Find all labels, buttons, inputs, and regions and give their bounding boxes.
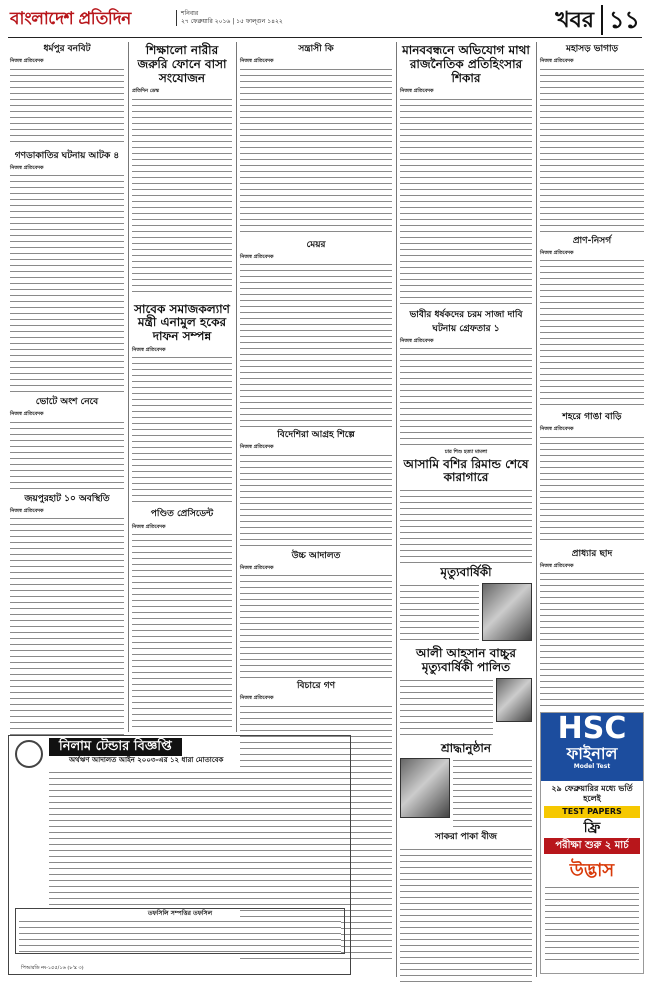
notice-subtitle: অর্থঋণ আদালত আইন ২০০৩-এর ১২ ধারা মোতাবেক bbox=[69, 756, 224, 764]
byline-a7: নিজস্ব প্রতিবেদক bbox=[132, 523, 166, 530]
tender-notice bbox=[8, 735, 351, 975]
headline-a2: গণডাকাতির ঘটনায় আটক ৪ bbox=[14, 150, 120, 161]
final-label: ফাইনাল bbox=[566, 744, 618, 763]
headline-a6: সাবেক সমাজকল্যাণ মন্ত্রী এনামুল হকের দাফন সম্পন্ন bbox=[134, 301, 230, 344]
article-text-a5 bbox=[132, 97, 232, 297]
hsc-offer bbox=[541, 781, 643, 857]
headline-a12: বিচারে গণ bbox=[296, 681, 336, 691]
column-2 bbox=[132, 42, 232, 730]
article-text-a1 bbox=[10, 67, 124, 147]
headline-a21: প্রাণ-নিসর্গ bbox=[572, 235, 612, 246]
branch-list bbox=[545, 885, 639, 965]
notice-title: নিলাম টেন্ডার বিজ্ঞপ্তি bbox=[49, 738, 182, 756]
headline-a5: শিক্ষালো নারীর জরুরি ফোনে বাসা সংযোজন bbox=[137, 43, 227, 85]
headline-a8: সন্ত্রাসী কি bbox=[298, 44, 334, 54]
anniversary-text bbox=[400, 678, 493, 738]
anniversary-block bbox=[400, 678, 532, 738]
hsc-advertisement[interactable] bbox=[540, 712, 644, 974]
date-label: ২৭ ফেব্রুয়ারি ২০১৬ | ১৫ ফাল্গুন ১৪২২ bbox=[181, 17, 283, 25]
article-text-a9 bbox=[240, 262, 392, 427]
column-5 bbox=[540, 42, 644, 707]
obituary-text bbox=[400, 583, 479, 643]
bank-logo-icon bbox=[15, 740, 43, 768]
byline-a8: নিজস্ব প্রতিবেদক bbox=[240, 58, 274, 65]
article-text-a8 bbox=[240, 67, 392, 237]
obituary-block bbox=[400, 583, 532, 643]
article-text-a16 bbox=[400, 488, 532, 563]
byline-a11: নিজস্ব প্রতিবেদক bbox=[240, 564, 274, 571]
day-label: শনিবার bbox=[181, 10, 199, 17]
article-text-a20 bbox=[540, 67, 644, 232]
column-rule bbox=[396, 42, 397, 977]
column-rule bbox=[128, 42, 129, 732]
byline-a22: নিজস্ব প্রতিবেদক bbox=[540, 426, 574, 433]
headline-a7: পণ্ডিত প্রেসিডেন্ট bbox=[150, 509, 214, 520]
kicker-a16: চার শিশু হত্যা মামলা bbox=[444, 449, 488, 456]
headline-a9: মেয়র bbox=[306, 239, 326, 250]
free-label: ফ্রি bbox=[583, 820, 601, 836]
article-text-a2 bbox=[10, 173, 124, 393]
headline-a20: মহাসড় ভাগাড় bbox=[565, 44, 619, 54]
test-papers-label: TEST PAPERS bbox=[544, 806, 640, 818]
hsc-banner bbox=[541, 713, 643, 781]
column-rule bbox=[536, 42, 537, 977]
article-text-a10 bbox=[240, 453, 392, 548]
headline-a3: ভোটে অংশ নেবে bbox=[35, 397, 99, 407]
obituary-photo bbox=[482, 583, 532, 641]
article-text-a24 bbox=[400, 847, 532, 984]
headline-a22: শহরে গাঙা বাড়ি bbox=[562, 412, 622, 422]
headline-a11: উচ্চ আদালত bbox=[291, 550, 341, 561]
article-text-a15 bbox=[400, 346, 532, 446]
headline-a10: বিদেশিরা আগ্রহ শিল্পে bbox=[277, 430, 355, 440]
headline-a23: প্রাধ্যার ছাদ bbox=[571, 548, 613, 559]
byline-a10: নিজস্ব প্রতিবেদক bbox=[240, 444, 274, 451]
headline-a15: ঘটনায় গ্রেফতার ১ bbox=[432, 323, 500, 334]
offer-date: ২৯ ফেব্রুয়ারির মধ্যে ভর্তি হলেই bbox=[551, 784, 633, 803]
column-1 bbox=[10, 42, 124, 730]
byline-a5: প্রতিদিন ডেস্ক bbox=[132, 88, 160, 95]
byline-a9: নিজস্ব প্রতিবেদক bbox=[240, 253, 274, 260]
byline-a2: নিজস্ব প্রতিবেদক bbox=[10, 164, 44, 171]
byline-a20: নিজস্ব প্রতিবেদক bbox=[540, 58, 574, 65]
byline-a4: নিজস্ব প্রতিবেদক bbox=[10, 507, 44, 514]
byline-a21: নিজস্ব প্রতিবেদক bbox=[540, 249, 574, 256]
headline-a17: মৃত্যুবার্ষিকী bbox=[440, 565, 492, 580]
schedule-title: তফসিলি সম্পত্তির তফসিল bbox=[147, 910, 213, 917]
schedule-text bbox=[19, 919, 341, 953]
exam-start-label: পরীক্ষা শুরু ২ মার্চ bbox=[544, 838, 640, 855]
headline-a24: সাকরা পাকা বীজ bbox=[435, 832, 497, 843]
page-number: ১১ bbox=[601, 5, 640, 35]
article-text-a22 bbox=[540, 435, 644, 545]
article-text-a21 bbox=[540, 258, 644, 408]
article-text-a3 bbox=[10, 420, 124, 490]
byline-a3: নিজস্ব প্রতিবেদক bbox=[10, 411, 44, 418]
byline-a12: নিজস্ব প্রতিবেদক bbox=[240, 695, 274, 702]
masthead bbox=[8, 4, 642, 38]
newspaper-logo: বাংলাদেশ প্রতিদিন bbox=[10, 9, 131, 29]
headline-a18: আলী আহসান বাচ্চুর মৃত্যুবার্ষিকী পালিত bbox=[416, 646, 516, 674]
byline-a15: নিজস্ব প্রতিবেদক bbox=[400, 338, 434, 345]
shraddha-block bbox=[400, 758, 532, 828]
headline-a13: মানববন্ধনে অভিযোগ মাথা রাজনৈতিক প্রতিহিংসার শিকার bbox=[402, 43, 530, 85]
article-text-a7 bbox=[132, 532, 232, 732]
byline-a13: নিজস্ব প্রতিবেদক bbox=[400, 88, 434, 95]
byline-a6: নিজস্ব প্রতিবেদক bbox=[132, 347, 166, 354]
headline-a4: জয়পুরহাট ১০ অবস্থিতি bbox=[24, 493, 110, 504]
shraddha-photo bbox=[400, 758, 450, 818]
article-text-a4 bbox=[10, 516, 124, 736]
byline-a23: নিজস্ব প্রতিবেদক bbox=[540, 562, 574, 569]
headline-a16: আসামি বশির রিমান্ড শেষে কারাগারে bbox=[403, 456, 529, 485]
headline-a19: শ্রাদ্ধানুষ্ঠান bbox=[440, 740, 492, 755]
headline-a14: ভাবীর ধর্ষকদের চরম সাজা দাবি bbox=[409, 309, 523, 320]
column-4 bbox=[400, 42, 532, 977]
byline-a1: নিজস্ব প্রতিবেদক bbox=[10, 58, 44, 65]
article-text-a11 bbox=[240, 573, 392, 678]
schedule-box bbox=[15, 908, 345, 954]
dateline bbox=[176, 10, 283, 26]
article-text-a23 bbox=[540, 571, 644, 711]
hsc-label: HSC bbox=[557, 711, 627, 746]
anniversary-photo bbox=[496, 678, 532, 722]
article-text-a6 bbox=[132, 355, 232, 505]
article-text-a13 bbox=[400, 97, 532, 307]
column-rule bbox=[236, 42, 237, 732]
headline-a1: ধর্মপুর বনবিট bbox=[43, 44, 91, 54]
notice-text bbox=[49, 770, 345, 905]
shraddha-text bbox=[453, 758, 532, 828]
notice-code: পিআরডি নং-১৫৫/১৬ (৮'x ৩) bbox=[21, 964, 84, 971]
model-test-label: Model Test bbox=[573, 763, 611, 770]
section-title: খবর bbox=[555, 8, 594, 33]
udvash-brand: উদ্ভাস bbox=[569, 860, 615, 881]
